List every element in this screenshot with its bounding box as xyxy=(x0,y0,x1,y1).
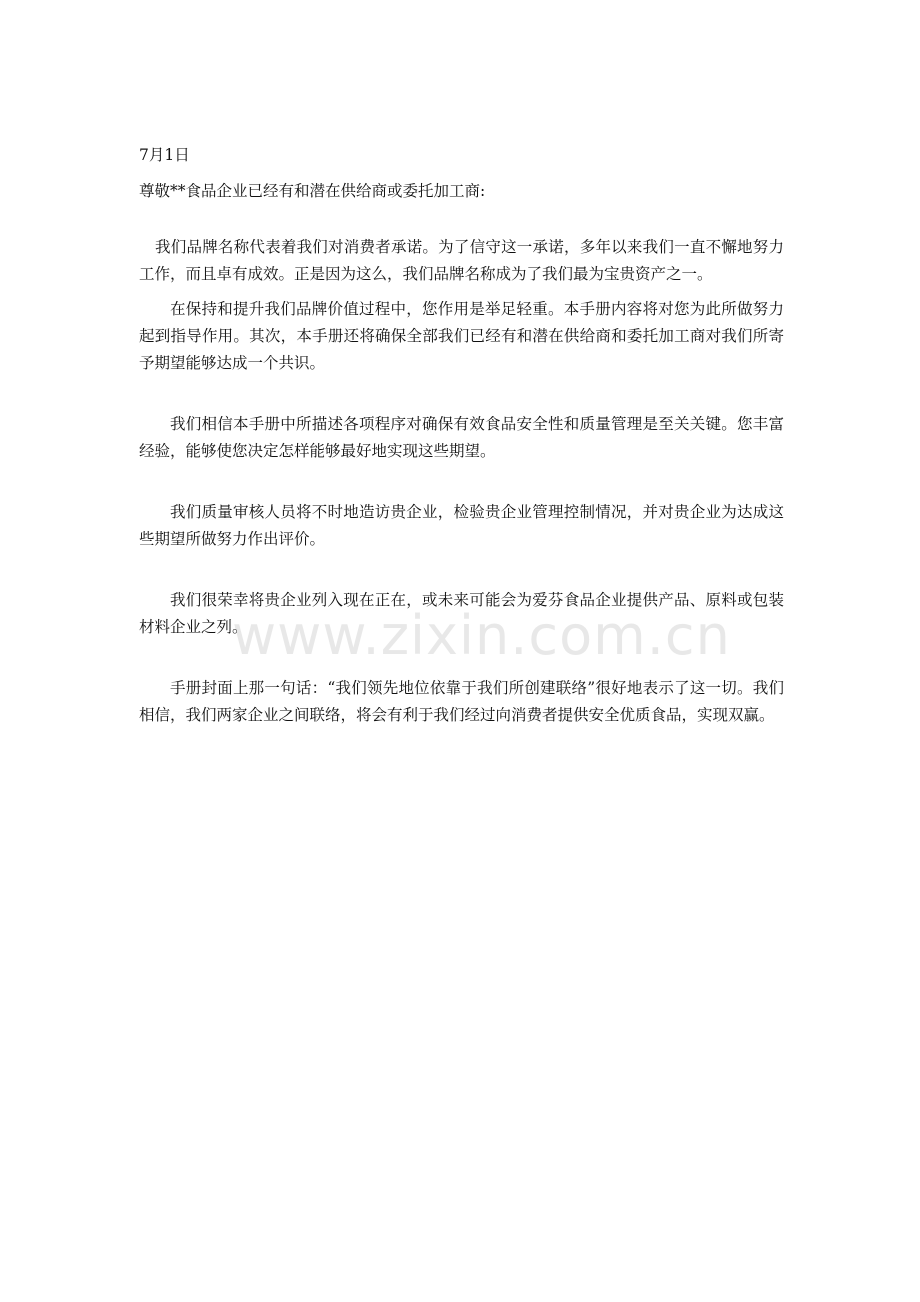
paragraph-4: 我们质量审核人员将不时地造访贵企业，检验贵企业管理控制情况，并对贵企业为达成这些期望所做努力作出评价。 xyxy=(139,503,784,548)
paragraph-5: 我们很荣幸将贵企业列入现在正在，或未来可能会为爱芬食品企业提供产品、原料或包装材料企业之列。 xyxy=(139,591,784,636)
paragraph-2: 在保持和提升我们品牌价值过程中，您作用是举足轻重。本手册内容将对您为此所做努力起到指导作用。其次，本手册还将确保全部我们已经有和潜在供给商和委托加工商对我们所寄予期望能够达成一个共识。 xyxy=(139,300,784,372)
paragraph-1: 我们品牌名称代表着我们对消费者承诺。为了信守这一承诺，多年以来我们一直不懈地努力工作，而且卓有成效。正是因为这么，我们品牌名称成为了我们最为宝贵资产之一。 xyxy=(139,238,784,283)
paragraph-6: 手册封面上那一句话：“我们领先地位依靠于我们所创建联络”很好地表示了这一切。我们相信，我们两家企业之间联络，将会有利于我们经过向消费者提供安全优质食品，实现双赢。 xyxy=(139,679,784,724)
letter-date: 7月1日 xyxy=(139,146,190,164)
watermark-text: www.zixin.com.cn xyxy=(232,604,731,667)
letter-body xyxy=(139,142,784,729)
letter-salutation: 尊敬**食品企业已经有和潜在供给商或委托加工商: xyxy=(139,182,486,200)
paragraph-3: 我们相信本手册中所描述各项程序对确保有效食品安全性和质量管理是至关关键。您丰富经验，能够使您决定怎样能够最好地实现这些期望。 xyxy=(139,415,784,460)
